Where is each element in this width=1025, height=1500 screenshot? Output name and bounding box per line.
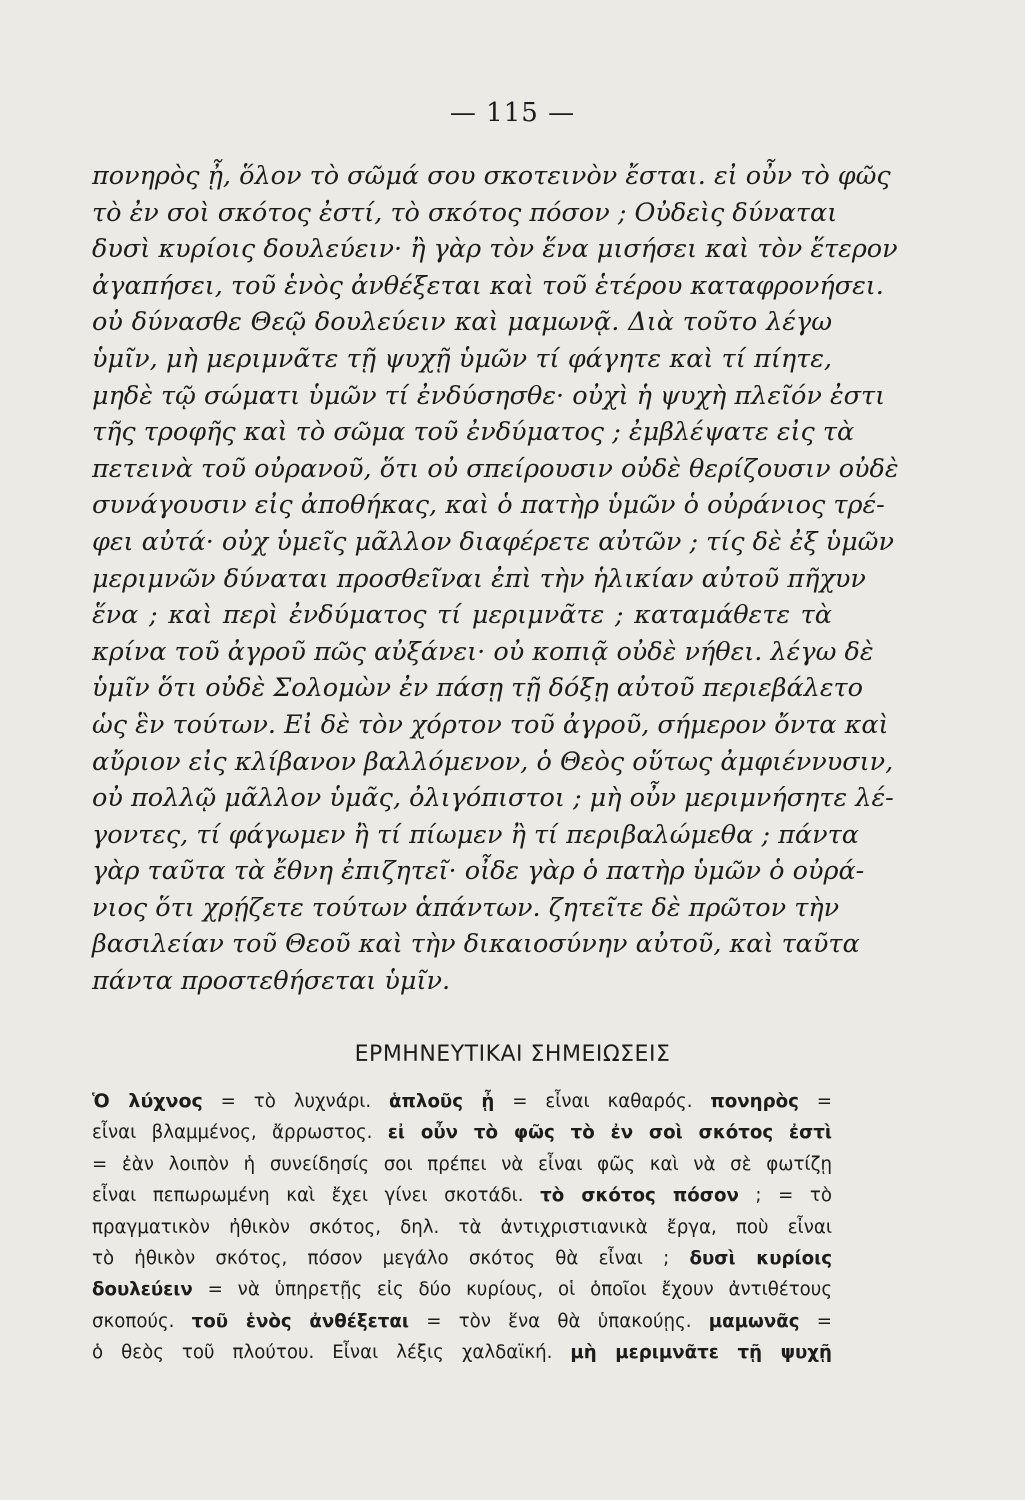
text-line: ἕνα ; καὶ περὶ ἐνδύματος τί μεριμνᾶτε ; καταμάθετε τὰ	[92, 600, 832, 631]
note-gloss: = νὰ ὑπηρετῇς εἰς δύο κυρίους, οἱ ὁποῖοι ἔχουν ἀντιθέτους	[192, 1279, 832, 1301]
page-number: — 115 —	[449, 98, 576, 128]
text-line: αὔριον εἰς κλίβανον βαλλόμενον, ὁ Θεὸς οὕτως ἀμφιέννυσιν,	[92, 746, 894, 777]
text-line: γὰρ ταῦτα τὰ ἔθνη ἐπιζητεῖ· οἶδε γὰρ ὁ πατὴρ ὑμῶν ὁ οὐρά-	[92, 856, 865, 887]
scripture-text	[92, 158, 899, 1000]
note-term: εἰ οὖν τὸ φῶς τὸ ἐν σοὶ σκότος ἐστὶ	[387, 1122, 832, 1144]
note-gloss: εἶναι βλαμμένος, ἄρρωστος.	[92, 1122, 388, 1144]
note-term: δουλεύειν	[92, 1279, 193, 1301]
text-line: ἀγαπήσει, τοῦ ἑνὸς ἀνθέξεται καὶ τοῦ ἑτέρου καταφρονήσει.	[92, 270, 884, 301]
note-line	[92, 1337, 832, 1368]
text-line: δυσὶ κυρίοις δουλεύειν· ἢ γὰρ τὸν ἕνα μισήσει καὶ τὸν ἕτερον	[92, 234, 898, 265]
notes-heading: ΕΡΜΗΝΕΥΤΙΚΑΙ ΣΗΜΕΙΩΣΕΙΣ	[354, 1042, 671, 1067]
text-line: φει αὐτά· οὐχ ὑμεῖς μᾶλλον διαφέρετε αὐτῶν ; τίς δὲ ἐξ ὑμῶν	[92, 526, 894, 557]
text-line: μεριμνῶν δύναται προσθεῖναι ἐπὶ τὴν ἡλικίαν αὐτοῦ πῆχυν	[92, 563, 866, 594]
note-gloss: = εἶναι καθαρός.	[494, 1091, 711, 1112]
note-term: Ὁ λύχνος	[92, 1090, 203, 1112]
note-line	[92, 1243, 832, 1274]
text-line: βασιλείαν τοῦ Θεοῦ καὶ τὴν δικαιοσύνην αὐτοῦ, καὶ ταῦτα	[92, 929, 860, 960]
text-line: πονηρὸς ᾖ, ὅλον τὸ σῶμά σου σκοτεινὸν ἔσται. εἰ οὖν τὸ φῶς	[92, 161, 891, 191]
text-line: κρίνα τοῦ ἀγροῦ πῶς αὐξάνει· οὐ κοπιᾷ οὐδὲ νήθει. λέγω δὲ	[92, 636, 874, 667]
note-gloss: = τὸν ἕνα θὰ ὑπακούῃς.	[408, 1310, 709, 1332]
text-line: τῆς τροφῆς καὶ τὸ σῶμα τοῦ ἐνδύματος ; ἐμβλέψατε εἰς τὰ	[92, 417, 855, 448]
note-gloss: σκοπούς.	[92, 1310, 192, 1332]
note-term: μὴ μεριμνᾶτε τῇ ψυχῇ	[570, 1342, 832, 1364]
note-term: τὸ σκότος πόσον	[540, 1185, 739, 1207]
text-line: πάντα προστεθήσεται ὑμῖν.	[92, 966, 451, 997]
note-gloss: πραγματικὸν ἠθικὸν σκότος, δηλ. τὰ ἀντιχριστιανικὰ ἔργα, ποὺ εἶναι	[92, 1216, 832, 1238]
note-gloss: =	[799, 1310, 832, 1332]
note-gloss: τὸ ἠθικὸν σκότος, πόσον μεγάλο σκότος θὰ εἶναι ;	[92, 1248, 690, 1270]
note-line	[92, 1117, 832, 1148]
text-line: ὑμῖν ὅτι οὐδὲ Σολομὼν ἐν πάσῃ τῇ δόξῃ αὐτοῦ περιεβάλετο	[92, 673, 863, 704]
note-line	[92, 1212, 832, 1243]
note-gloss: = τὸ λυχνάρι.	[202, 1091, 390, 1112]
text-line: πετεινὰ τοῦ οὐρανοῦ, ὅτι οὐ σπείρουσιν οὐδὲ θερίζουσιν οὐδὲ	[92, 453, 899, 484]
note-line	[92, 1180, 832, 1211]
note-term: τοῦ ἑνὸς ἀνθέξεται	[191, 1310, 409, 1332]
note-line	[92, 1149, 832, 1180]
note-gloss: =	[798, 1091, 832, 1112]
note-term: πονηρὸς	[710, 1091, 799, 1112]
text-line: τὸ ἐν σοὶ σκότος ἐστί, τὸ σκότος πόσον ; Οὐδεὶς δύναται	[92, 197, 838, 228]
note-gloss: ὁ θεὸς τοῦ πλούτου. Εἶναι λέξις χαλδαϊκή.	[92, 1342, 571, 1364]
text-line: γοντες, τί φάγωμεν ἢ τί πίωμεν ἢ τί περιβαλώμεθα ; πάντα	[92, 819, 859, 850]
text-line: μηδὲ τῷ σώματι ὑμῶν τί ἐνδύσησθε· οὐχὶ ἡ ψυχὴ πλεῖόν ἐστι	[92, 380, 886, 411]
text-line: συνάγουσιν εἰς ἀποθήκας, καὶ ὁ πατὴρ ὑμῶν ὁ οὐράνιος τρέ-	[92, 490, 885, 521]
explanatory-notes	[92, 1086, 832, 1369]
note-line	[92, 1274, 832, 1305]
note-line	[92, 1086, 832, 1117]
text-line: ὡς ἓν τούτων. Εἰ δὲ τὸν χόρτον τοῦ ἀγροῦ, σήμερον ὄντα καὶ	[92, 709, 889, 740]
note-gloss: = ἐὰν λοιπὸν ἡ συνείδησίς σοι πρέπει νὰ εἶναι φῶς καὶ νὰ σὲ φωτίζῃ	[92, 1153, 832, 1175]
text-line: οὐ πολλῷ μᾶλλον ὑμᾶς, ὀλιγόπιστοι ; μὴ οὖν μεριμνήσητε λέ-	[92, 783, 894, 814]
note-term: μαμωνᾶς	[708, 1310, 800, 1332]
note-gloss: ; = τὸ	[738, 1185, 832, 1207]
note-term: ἁπλοῦς ᾖ	[389, 1091, 495, 1112]
note-gloss: εἶναι πεπωρωμένη καὶ ἔχει γίνει σκοτάδι.	[92, 1185, 541, 1207]
text-line: ὑμῖν, μὴ μεριμνᾶτε τῇ ψυχῇ ὑμῶν τί φάγητε καὶ τί πίητε,	[92, 343, 832, 374]
note-term: δυσὶ κυρίοις	[689, 1248, 832, 1270]
text-line: νιος ὅτι χρῄζετε τούτων ἁπάντων. ζητεῖτε δὲ πρῶτον τὴν	[92, 892, 840, 923]
note-line	[92, 1306, 832, 1337]
text-line: οὐ δύνασθε Θεῷ δουλεύειν καὶ μαμωνᾷ. Διὰ τοῦτο λέγω	[92, 307, 832, 338]
